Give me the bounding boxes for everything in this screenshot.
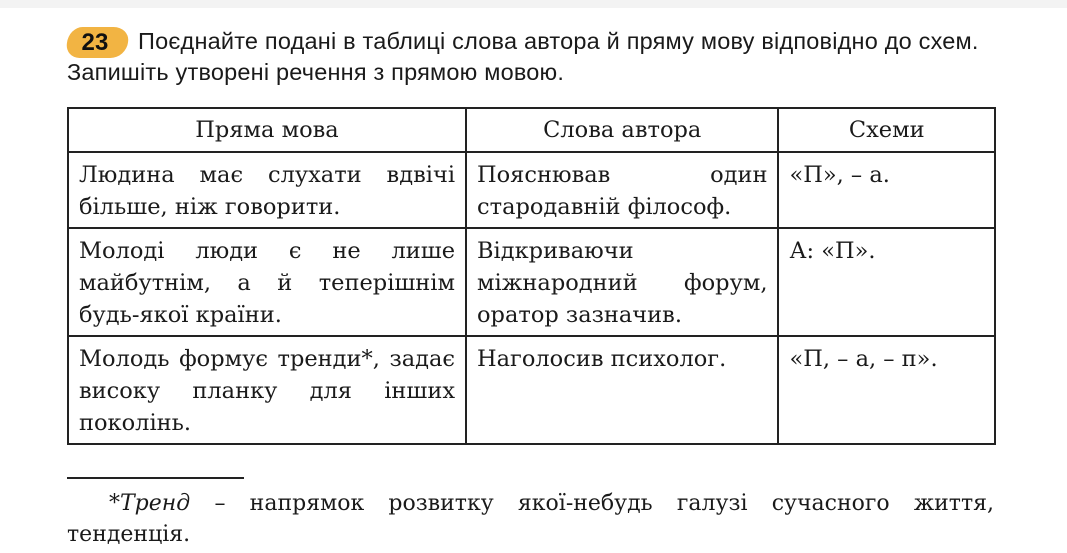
task-number: 23 bbox=[81, 29, 109, 56]
footnote-marker: * bbox=[109, 491, 120, 516]
author-words-cell: Наголосив психолог. bbox=[466, 336, 778, 444]
footnote-divider bbox=[67, 477, 244, 479]
footnote bbox=[67, 488, 994, 550]
header-scheme: Схеми bbox=[778, 108, 995, 152]
task-instruction: Поєднайте подані в таблиці слова автора й пряму мову відповідно до схем. Запишіть утворені речення з прямою мовою. bbox=[67, 28, 979, 85]
direct-speech-cell: Молодь формує тренди*, задає високу планку для інших поколінь. bbox=[68, 336, 466, 444]
page-top-edge bbox=[0, 0, 1067, 8]
task-block bbox=[67, 26, 999, 88]
table-row bbox=[68, 228, 995, 336]
header-author-words: Слова автора bbox=[466, 108, 778, 152]
author-words-cell: Пояснював один стародавній філософ. bbox=[466, 152, 778, 228]
scheme-cell: «П, – а, – п». bbox=[778, 336, 995, 444]
footnote-term: Тренд bbox=[120, 491, 191, 516]
scheme-cell: «П», – а. bbox=[778, 152, 995, 228]
direct-speech-cell: Молоді люди є не лише майбутнім, а й теперішнім будь-якої країни. bbox=[68, 228, 466, 336]
exercise-table bbox=[67, 107, 996, 445]
header-direct-speech: Пряма мова bbox=[68, 108, 466, 152]
table-header-row bbox=[68, 108, 995, 152]
table-row bbox=[68, 336, 995, 444]
scheme-cell: А: «П». bbox=[778, 228, 995, 336]
author-words-cell: Відкриваючи міжнародний форум, оратор зазначив. bbox=[466, 228, 778, 336]
footnote-definition: – напрямок розвитку якої-небудь галузі сучасного життя, тенденція. bbox=[67, 491, 994, 547]
direct-speech-cell: Людина має слухати вдвічі більше, ніж говорити. bbox=[68, 152, 466, 228]
table-row bbox=[68, 152, 995, 228]
